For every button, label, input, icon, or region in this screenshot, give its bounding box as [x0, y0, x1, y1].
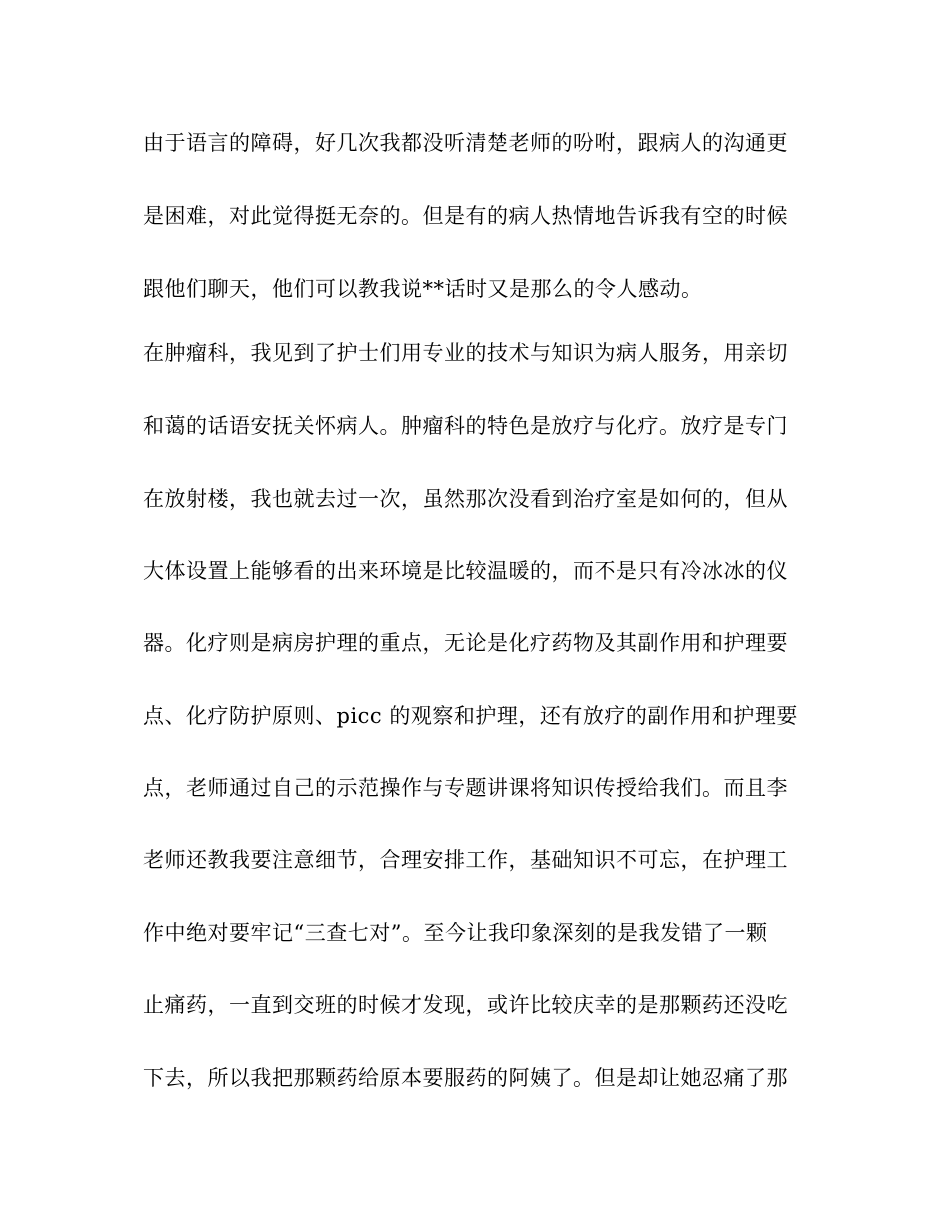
text-line: 大体设置上能够看的出来环境是比较温暖的，而不是只有冷冰冰的仪: [143, 559, 788, 583]
text-line: 和蔼的话语安抚关怀病人。肿瘤科的特色是放疗与化疗。放疗是专门: [143, 414, 788, 438]
text-line: 作中绝对要牢记“三查七对”。至今让我印象深刻的是我发错了一颗: [143, 921, 768, 945]
text-line: 在肿瘤科，我见到了护士们用专业的技术与知识为病人服务，用亲切: [143, 341, 788, 365]
text-line: 器。化疗则是病房护理的重点，无论是化疗药物及其副作用和护理要: [143, 631, 788, 655]
text-line: 下去，所以我把那颗药给原本要服药的阿姨了。但是却让她忍痛了那: [143, 1066, 788, 1090]
text-line: 在放射楼，我也就去过一次，虽然那次没看到治疗室是如何的，但从: [143, 487, 788, 511]
text-line: 老师还教我要注意细节，合理安排工作，基础知识不可忘，在护理工: [143, 848, 788, 872]
text-line: 点、化疗防护原则、picc 的观察和护理，还有放疗的副作用和护理要: [143, 704, 798, 728]
text-line: 点，老师通过自己的示范操作与专题讲课将知识传授给我们。而且李: [143, 776, 788, 800]
text-line: 止痛药，一直到交班的时候才发现，或许比较庆幸的是那颗药还没吃: [143, 993, 788, 1017]
text-line: 由于语言的障碍，好几次我都没听清楚老师的吩咐，跟病人的沟通更: [143, 131, 788, 155]
text-line: 是困难，对此觉得挺无奈的。但是有的病人热情地告诉我有空的时候: [143, 204, 788, 228]
text-line: 跟他们聊天，他们可以教我说**话时又是那么的令人感动。: [143, 277, 703, 301]
